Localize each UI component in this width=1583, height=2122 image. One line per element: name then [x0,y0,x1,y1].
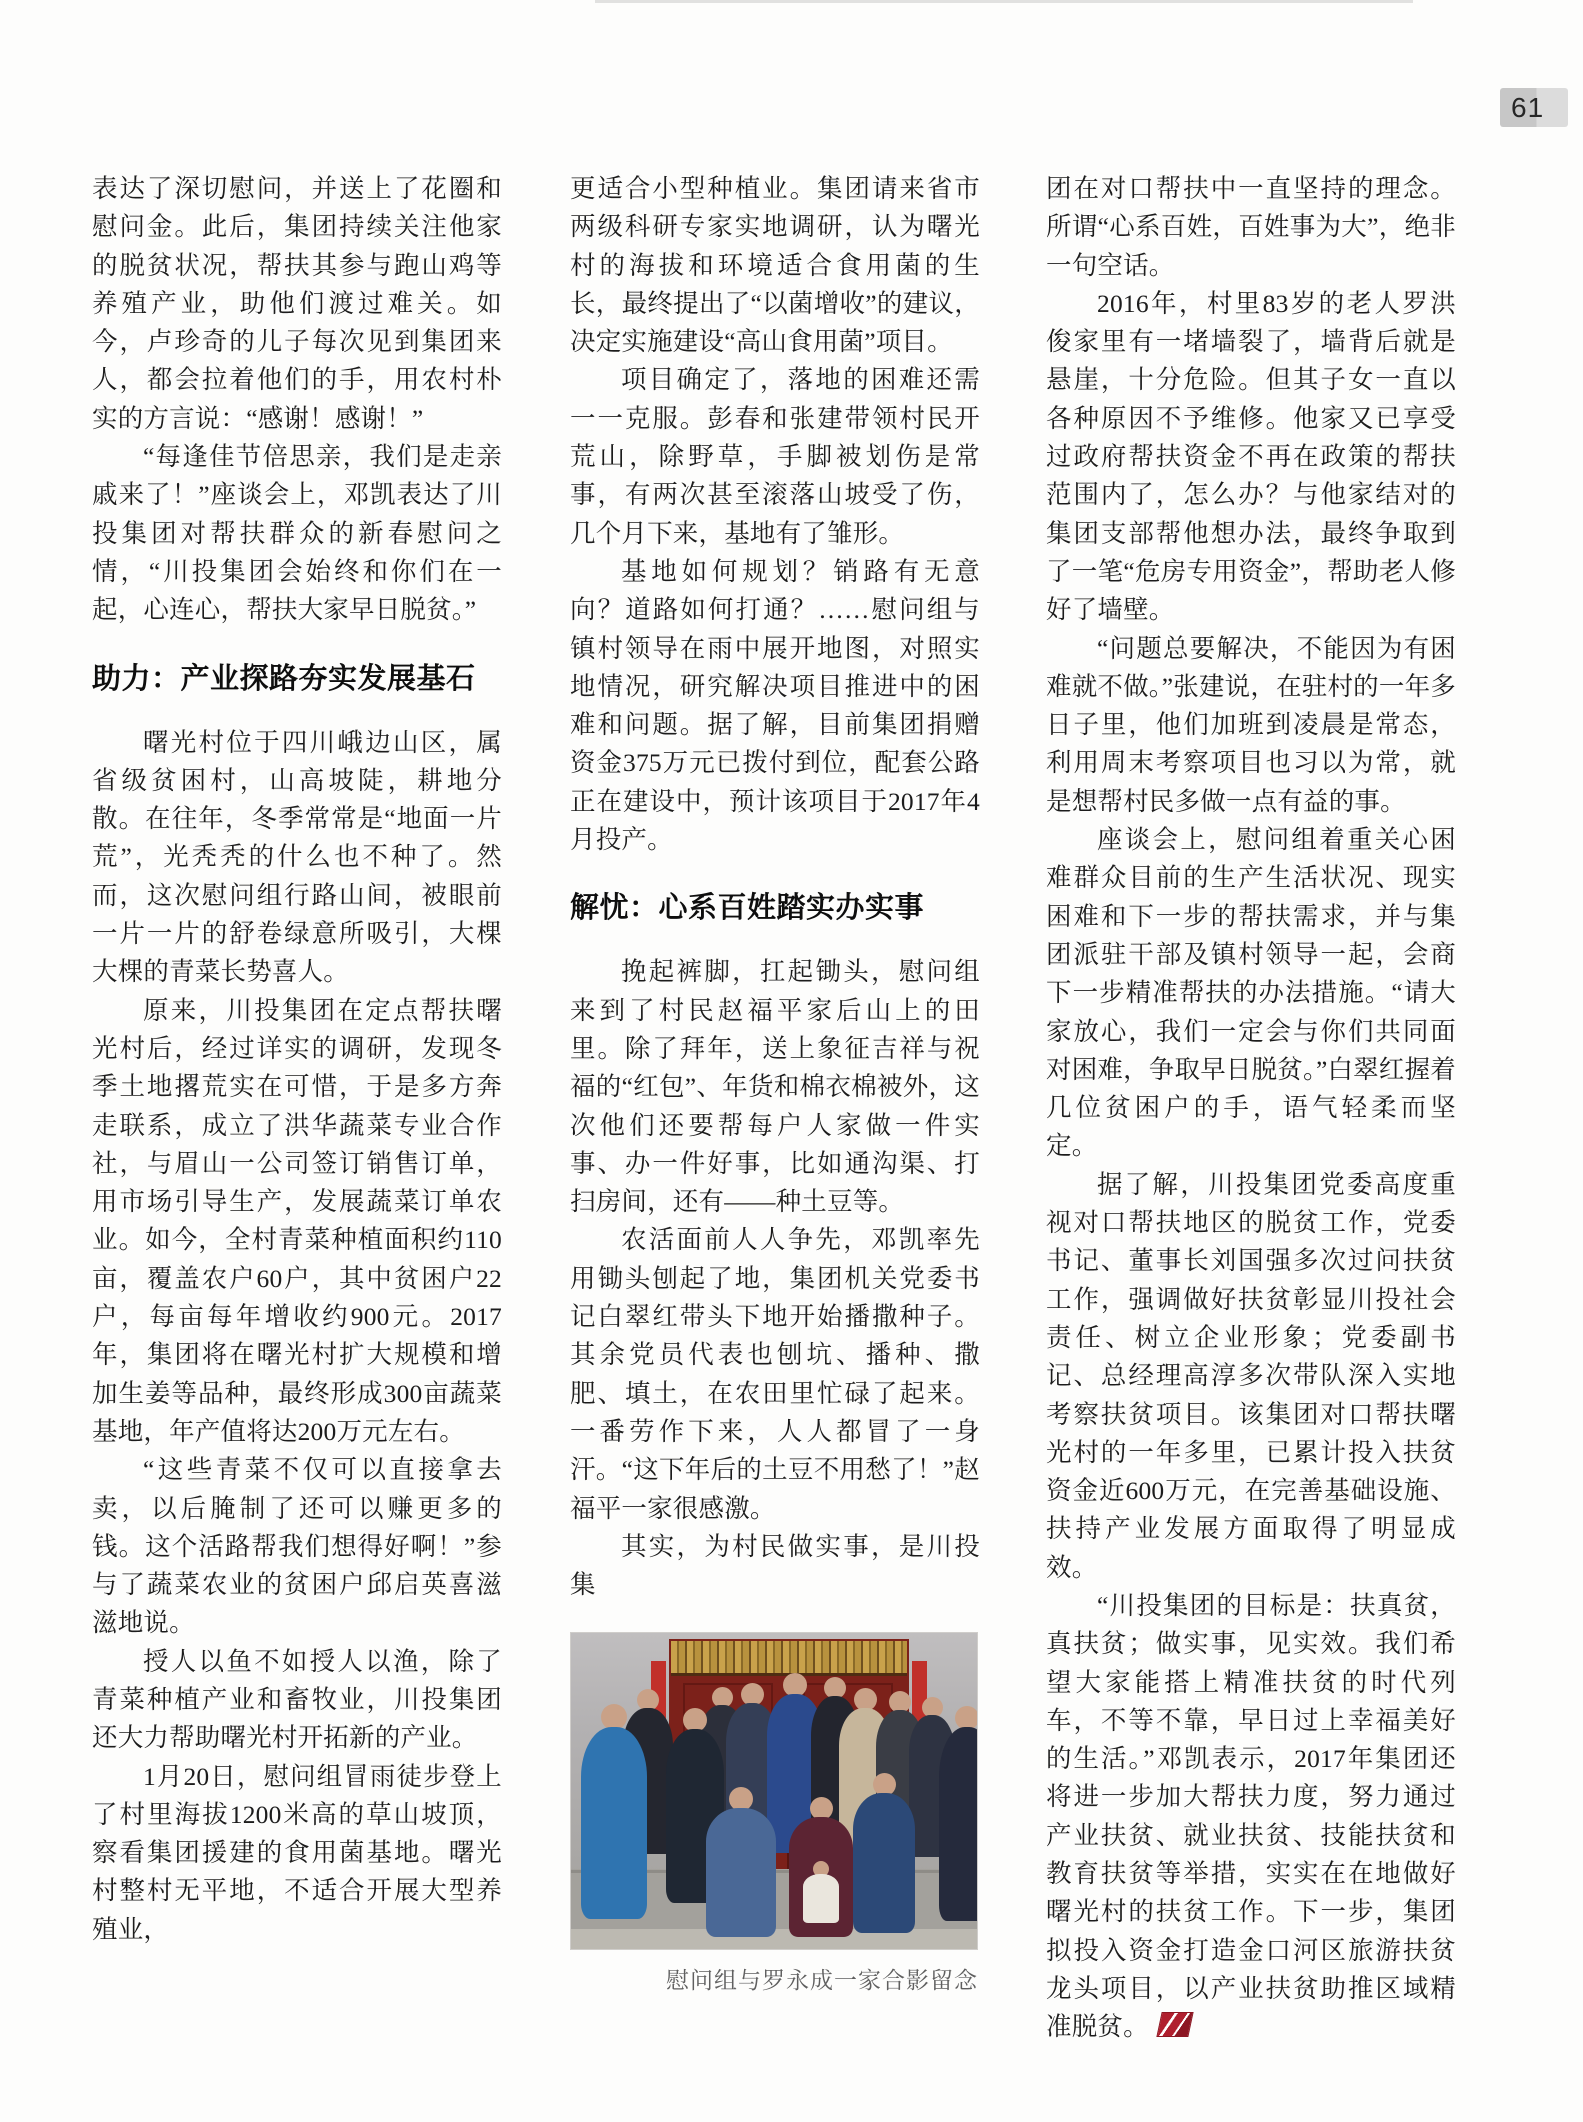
person-torso [939,1727,978,1921]
column-2-text [570,170,980,1604]
page-number: 61 [1500,88,1568,127]
paragraph: “每逢佳节倍思亲，我们是走亲戚来了！”座谈会上，邓凯表达了川投集团对帮扶群众的新春慰问之情，“川投集团会始终和你们在一起，心连心，帮扶大家早日脱贫。” [92,442,502,625]
paragraph: 曙光村位于四川峨边山区，属省级贫困村，山高坡陡，耕地分散。在往年，冬季常常是“地面一片荒”，光秃秃的什么也不种了。然而，这次慰问组行路山间，被眼前一片一片的舒卷绿意所吸引，大棵大棵的青菜长势喜人。 [92,727,502,987]
group-photo-image [570,1632,978,1950]
paragraph: “川投集团的目标是：扶真贫，真扶贫；做实事，见实效。我们希望大家能搭上精准扶贫的时代列车，不等不靠，早日过上幸福美好的生活。”邓凯表示，2017年集团还将进一步加大帮扶力度，努力通过产业扶贫、就业扶贫、技能扶贫和教育扶贫等举措，实实在在地做好曙光村的扶贫工作。下一步，集团拟投入资金打造金口河区旅游扶贫龙头项目，以产业扶贫助推区域精准脱贫。 [1046,1590,1456,2042]
paragraph: 项目确定了，落地的困难还需一一克服。彭春和张建带领村民开荒山，除野草，手脚被划伤是常事，有两次甚至滚落山坡受了伤，几个月下来，基地有了雏形。 [570,365,980,548]
paragraph: 1月20日，慰问组冒雨徒步登上了村里海拔1200米高的草山坡顶，察看集团援建的食用菌基地。曙光村整村无平地，不适合开展大型养殖业， [92,1761,502,1944]
paragraph: “这些青菜不仅可以直接拿去卖，以后腌制了还可以赚更多的钱。这个活路帮我们想得好啊！”参与了蔬菜农业的贫困户邱启英喜滋滋地说。 [92,1455,502,1638]
section-heading: 解忧：心系百姓踏实办实事 [570,892,925,925]
person-torso [581,1727,647,1919]
text-column-3 [1046,170,1456,2047]
person-torso [803,1874,839,1923]
paragraph: 农活面前人人争先，邓凯率先用锄头刨起了地，集团机关党委书记白翠红带头下地开始播撒种子。其余党员代表也刨坑、播种、撒肥、填土，在农田里忙碌了起来。一番劳作下来，人人都冒了一身汗。“这下年后的土豆不用愁了！”赵福平一家很感激。 [570,1225,980,1523]
paragraph: 团在对口帮扶中一直坚持的理念。所谓“心系百姓，百姓事为大”，绝非一句空话。 [1046,174,1456,280]
person-figure [853,1773,915,1933]
paragraph: 其实，为村民做实事，是川投集 [570,1531,980,1600]
magazine-end-mark-icon [1156,2012,1193,2037]
column-3-text [1046,170,1456,2047]
paragraph: 座谈会上，慰问组着重关心困难群众目前的生产生活状况、现实困难和下一步的帮扶需求，并与集团派驻干部及镇村领导一起，会商下一步精准帮扶的办法措施。“请大家放心，我们一定会与你们共同面对困难，争取早日脱贫。”白翠红握着几位贫困户的手，语气轻柔而坚定。 [1046,825,1456,1161]
group-photo-figure [570,1632,978,1995]
door-lintel-strips [671,1641,907,1676]
person-torso [706,1808,776,1937]
paragraph: 据了解，川投集团党委高度重视对口帮扶地区的脱贫工作，党委书记、董事长刘国强多次过问扶贫工作，强调做好扶贫彰显川投社会责任、树立企业形象；党委副书记、总经理高淳多次带队深入实地考察扶贫项目。该集团对口帮扶曙光村的一年多里，已累计投入扶贫资金近600万元，在完善基础设施、扶持产业发展方面取得了明显成效。 [1046,1169,1456,1582]
person-figure [939,1706,978,1921]
paragraph: 挽起裤脚，扛起锄头，慰问组来到了村民赵福平家后山上的田里。除了拜年，送上象征吉祥与祝福的“红包”、年货和棉衣棉被外，这次他们还要帮每户人家做一件实事、办一件好事，比如通沟渠、打扫房间，还有——种土豆等。 [570,957,980,1217]
paragraph: “问题总要解决，不能因为有困难就不做。”张建说，在驻村的一年多日子里，他们加班到凌晨是常态，利用周末考察项目也习以为常，就是想帮村民多做一点有益的事。 [1046,633,1456,816]
text-column-1 [92,170,502,1949]
paragraph: 2016年，村里83岁的老人罗洪俊家里有一堵墙裂了，墙背后就是悬崖，十分危险。但其子女一直以各种原因不予维修。他家又已享受过政府帮扶资金不再在政策的帮扶范围内了，怎么办？与他家结对的集团支部帮他想办法，最终争取到了一笔“危房专用资金”，帮助老人修好了墙壁。 [1046,288,1456,625]
paragraph: 授人以鱼不如授人以渔，除了青菜种植产业和畜牧业，川投集团还大力帮助曙光村开拓新的产业。 [92,1646,502,1753]
paragraph: 基地如何规划？销路有无意向？道路如何打通？……慰问组与镇村领导在雨中展开地图，对照实地情况，研究解决项目推进中的困难和问题。据了解，目前集团捐赠资金375万元已拨付到位，配套公路正在建设中，预计该项目于2017年4月投产。 [570,556,980,855]
column-1-text [92,170,502,1949]
person-torso [853,1793,915,1933]
text-column-2 [570,170,980,1995]
paragraph: 更适合小型种植业。集团请来省市两级科研专家实地调研，认为曙光村的海拔和环境适合食用菌的生长，最终提出了“以菌增收”的建议，决定实施建设“高山食用菌”项目。 [570,174,980,357]
scan-edge-line [595,0,1413,3]
section-heading: 助力：产业探路夯实发展基石 [92,662,476,695]
photo-caption: 慰问组与罗永成一家合影留念 [666,1967,978,1994]
person-figure [803,1861,839,1923]
person-figure [581,1704,647,1919]
person-figure [706,1787,776,1937]
paragraph: 表达了深切慰问，并送上了花圈和慰问金。此后，集团持续关注他家的脱贫状况，帮扶其参与跑山鸡等养殖产业，助他们渡过难关。如今，卢珍奇的儿子每次见到集团来人，都会拉着他们的手，用农村朴实的方言说：“感谢！感谢！” [92,174,502,433]
paragraph: 原来，川投集团在定点帮扶曙光村后，经过详实的调研，发现冬季土地撂荒实在可惜，于是多方奔走联系，成立了洪华蔬菜专业合作社，与眉山一公司签订销售订单，用市场引导生产，发展蔬菜订单农业。如今，全村青菜种植面积约110亩，覆盖农户60户，其中贫困户22户，每亩每年增收约900元。2017年，集团将在曙光村扩大规模和增加生姜等品种，最终形成300亩蔬菜基地，年产值将达200万元左右。 [92,995,502,1446]
